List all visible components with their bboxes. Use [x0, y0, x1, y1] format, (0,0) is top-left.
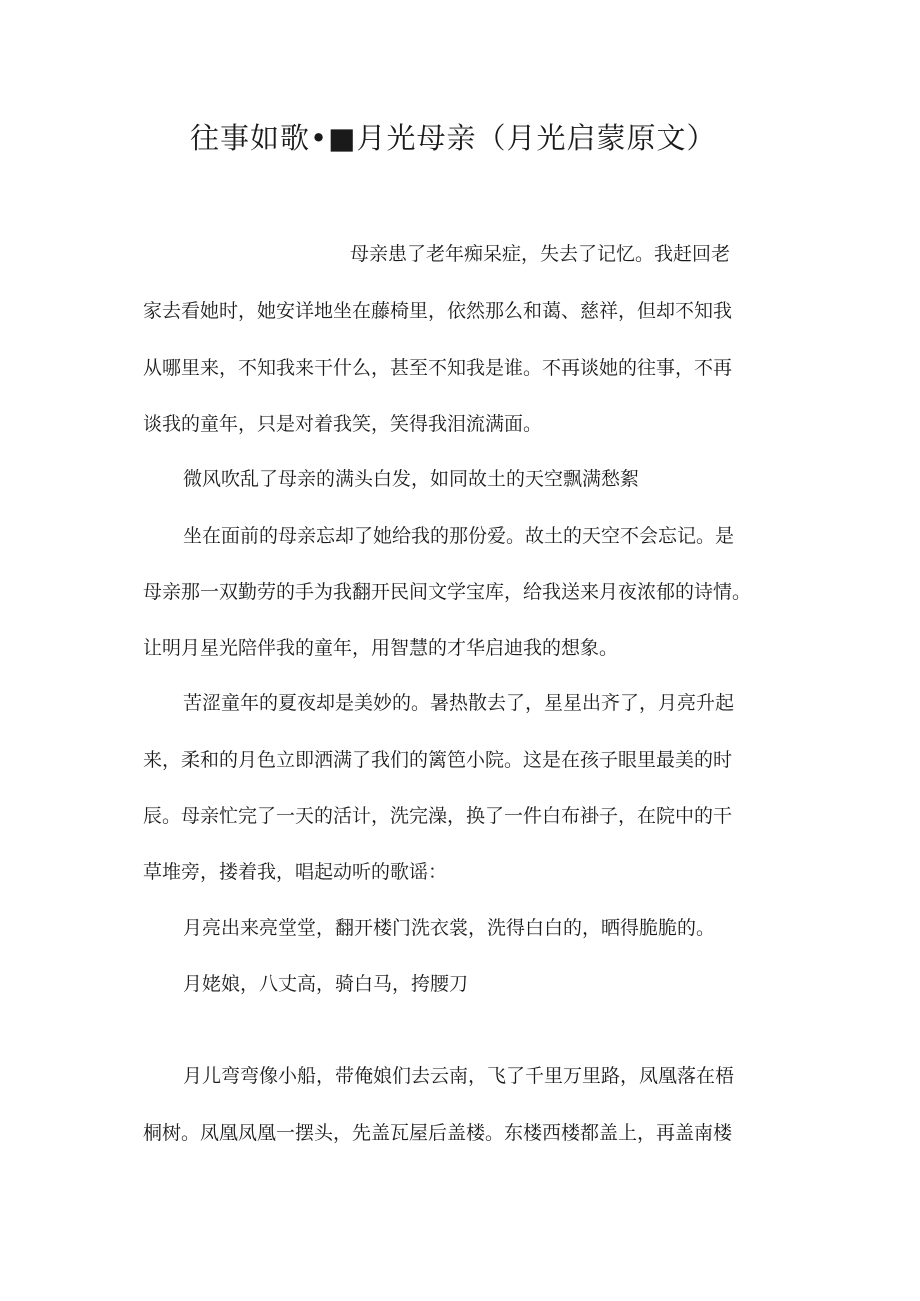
text-line: 苦涩童年的夏夜却是美妙的。暑热散去了，星星出齐了，月亮升起 — [183, 692, 735, 714]
text-line: 草堆旁，搂着我，唱起动听的歌谣： — [143, 861, 448, 883]
text-line: 母亲患了老年痴呆症，失去了记忆。我赶回老 — [350, 243, 731, 265]
text-line: 桐树。凤凰凤凰一摆头，先盖瓦屋后盖楼。东楼西楼都盖上，再盖南楼 — [143, 1122, 733, 1144]
text-line: 家去看她时，她安详地坐在藤椅里，依然那么和蔼、慈祥，但却不知我 — [143, 300, 733, 322]
text-line: 来，柔和的月色立即洒满了我们的篱笆小院。这是在孩子眼里最美的时 — [143, 749, 733, 771]
text-line: 谈我的童年，只是对着我笑，笑得我泪流满面。 — [143, 413, 543, 435]
text-line: 微风吹乱了母亲的满头白发，如同故土的天空飘满愁絮 — [183, 468, 640, 490]
text-line: 从哪里来，不知我来干什么，甚至不知我是谁。不再谈她的往事，不再 — [143, 357, 733, 379]
text-line: 母亲那一双勤劳的手为我翻开民间文学宝库，给我送来月夜浓郁的诗情。 — [143, 581, 752, 603]
text-line: 辰。母亲忙完了一天的活计，洗完澡，换了一件白布褂子，在院中的干 — [143, 805, 733, 827]
text-line: 让明月星光陪伴我的童年，用智慧的才华启迪我的想象。 — [143, 637, 619, 659]
text-line: 坐在面前的母亲忘却了她给我的那份爱。故土的天空不会忘记。是 — [183, 525, 735, 547]
text-line: 月亮出来亮堂堂，翻开楼门洗衣裳，洗得白白的，晒得脆脆的。 — [183, 917, 716, 939]
text-line: 月姥娘，八丈高，骑白马，挎腰刀 — [183, 973, 469, 995]
text-line: 月儿弯弯像小船，带俺娘们去云南，飞了千里万里路，凤凰落在梧 — [183, 1065, 735, 1087]
document-title: 往事如歌•■月光母亲（月光启蒙原文） — [190, 121, 717, 155]
